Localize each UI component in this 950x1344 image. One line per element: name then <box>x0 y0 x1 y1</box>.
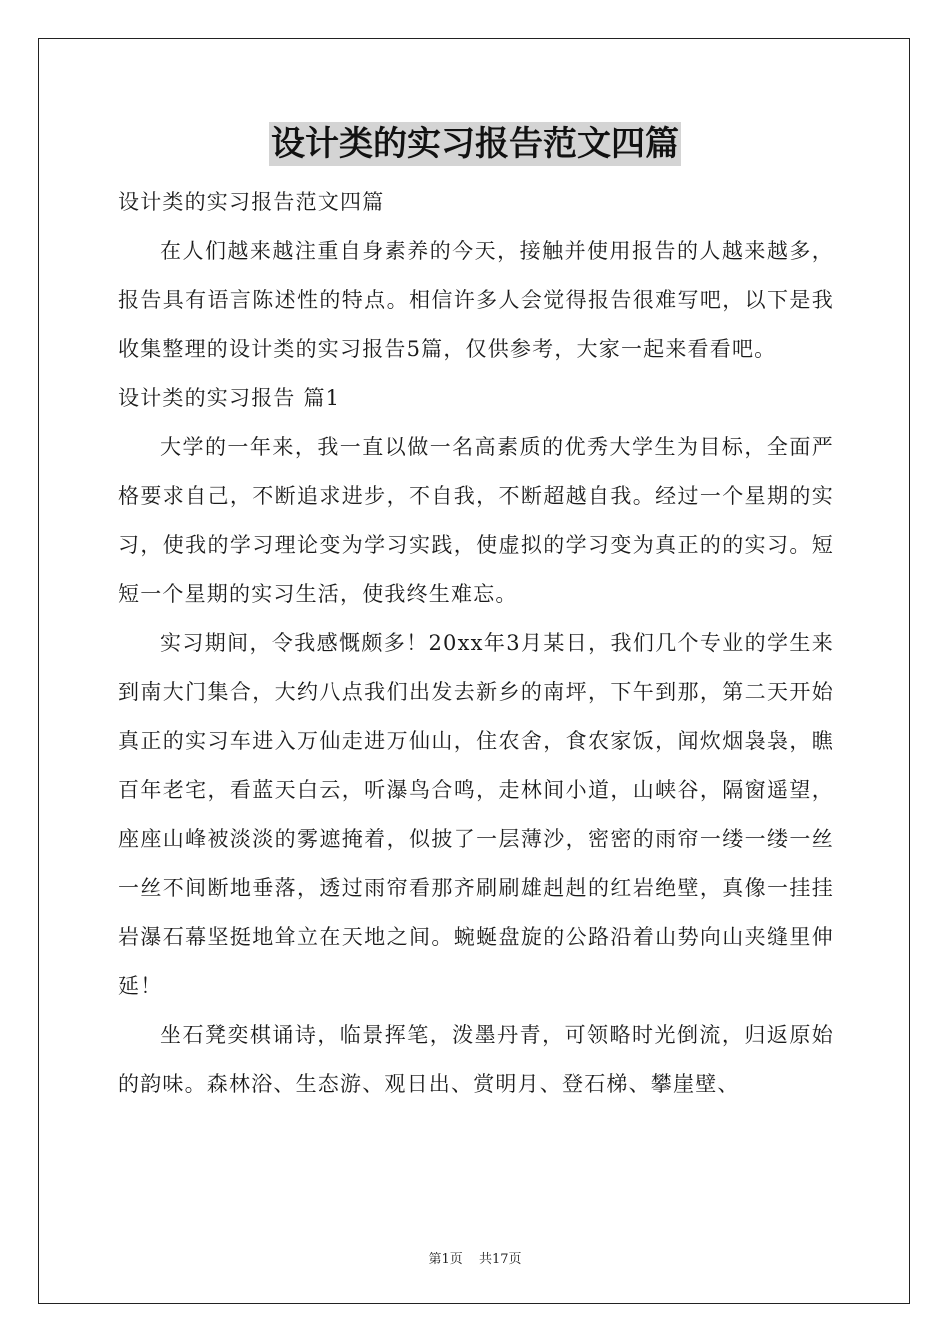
section-paragraph-3: 坐石凳奕棋诵诗，临景挥笔，泼墨丹青，可领略时光倒流，归返原始的韵味。森林浴、生态游、观日出、赏明月、登石梯、攀崖壁、 <box>118 1023 834 1096</box>
intro-paragraph: 在人们越来越注重自身素养的今天，接触并使用报告的人越来越多，报告具有语言陈述性的特点。相信许多人会觉得报告很难写吧，以下是我收集整理的设计类的实习报告5篇，仅供参考，大家一起来看看吧。 <box>118 239 834 361</box>
page-total: 共17页 <box>478 1252 522 1267</box>
section-paragraph-1: 大学的一年来，我一直以做一名高素质的优秀大学生为目标，全面严格要求自己，不断追求进步，不自我，不断超越自我。经过一个星期的实习，使我的学习理论变为学习实践，使虚拟的学习变为真正的的实习。短短一个星期的实习生活，使我终生难忘。 <box>118 435 834 606</box>
page-footer <box>0 1248 950 1267</box>
document-body <box>118 178 834 1109</box>
section-heading: 设计类的实习报告 篇1 <box>118 386 341 410</box>
title-area <box>0 122 950 166</box>
document-subtitle: 设计类的实习报告范文四篇 <box>118 190 385 214</box>
section-paragraph-2: 实习期间，令我感慨颇多！20xx年3月某日，我们几个专业的学生来到南大门集合，大约八点我们出发去新乡的南坪，下午到那，第二天开始真正的实习车进入万仙走进万仙山，住农舍，食农家饭，闻炊烟袅袅，瞧百年老宅，看蓝天白云，听瀑鸟合鸣，走林间小道，山峡谷，隔窗遥望，座座山峰被淡淡的雾遮掩着，似披了一层薄沙，密密的雨帘一缕一缕一丝一丝不间断地垂落，透过雨帘看那齐刷刷雄赳赳的红岩绝壁，真像一挂挂岩瀑石幕坚挺地耸立在天地之间。蜿蜒盘旋的公路沿着山势向山夹缝里伸延！ <box>118 631 834 998</box>
page-number: 第1页 <box>428 1252 463 1267</box>
document-title: 设计类的实习报告范文四篇 <box>271 124 679 164</box>
